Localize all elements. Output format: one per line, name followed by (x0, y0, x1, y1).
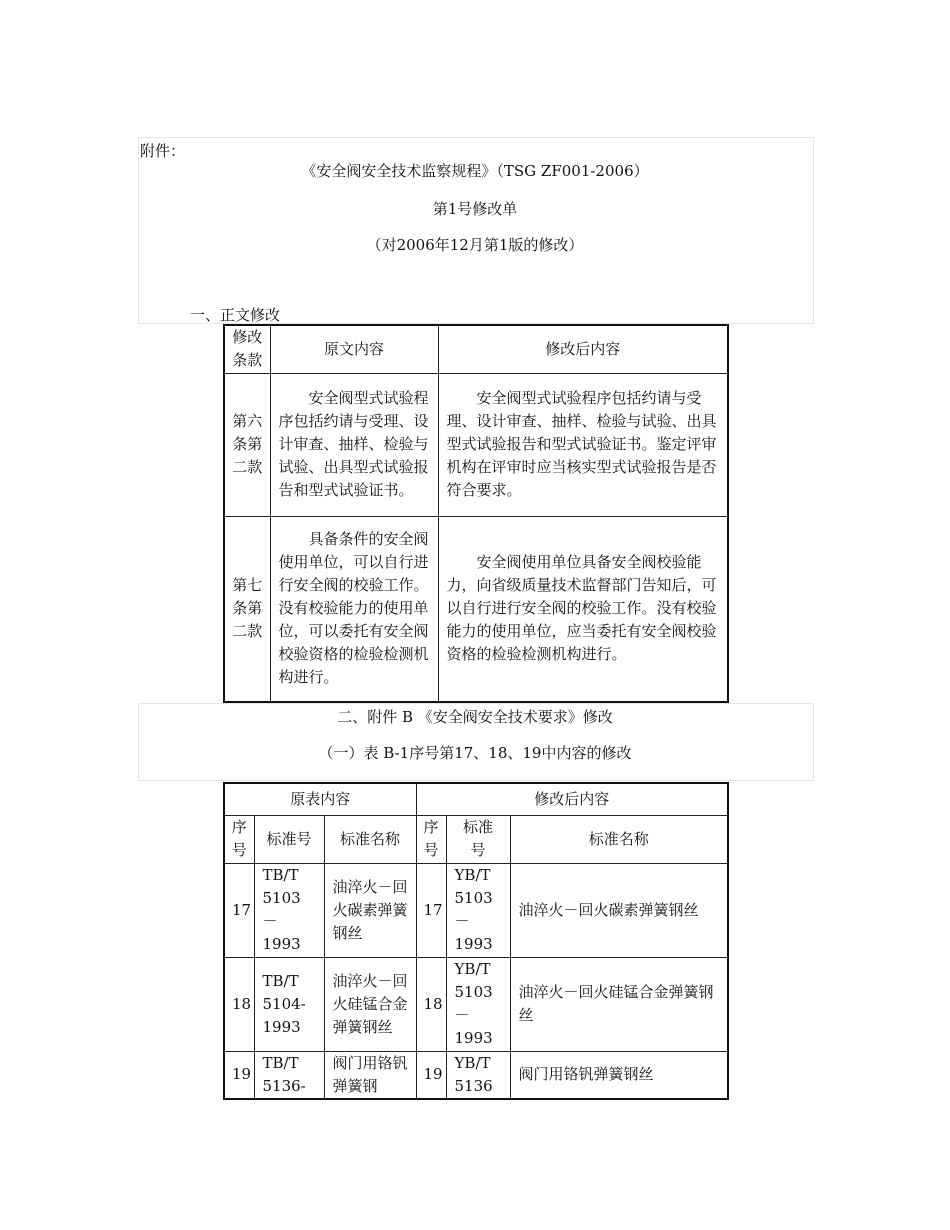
name-cell: 油淬火－回火碳素弹簧钢丝 (324, 863, 416, 957)
doc-subtitle: 第1号修改单 (432, 200, 518, 218)
name2-cell: 油淬火－回火碳素弹簧钢丝 (510, 863, 728, 957)
revised-cell: 安全阀使用单位具备安全阀校验能力，向省级质量技术监督部门告知后，可以自行进行安全阀的校验工作。没有校验能力的使用单位，应当委托有安全阀校验资格的检验检测机构进行。 (438, 516, 728, 702)
table-row (224, 957, 728, 1051)
table-row (224, 373, 728, 516)
group-revised: 修改后内容 (416, 783, 728, 815)
no-cell: 18 (224, 957, 254, 1051)
col-name: 标准名称 (324, 815, 416, 863)
std-cell: TB/T 5104-1993 (254, 957, 324, 1051)
no2-cell: 19 (416, 1051, 446, 1099)
std-cell: TB/T 5103－1993 (254, 863, 324, 957)
no2-cell: 18 (416, 957, 446, 1051)
section2-heading: 二、附件 B 《安全阀安全技术要求》修改 (337, 708, 613, 726)
table-row (224, 863, 728, 957)
col-no2: 序号 (416, 815, 446, 863)
no2-cell: 17 (416, 863, 446, 957)
standards-table (223, 782, 729, 1100)
std2-cell: YB/T 5136 (446, 1051, 510, 1099)
section2-subheading: （一）表 B-1序号第17、18、19中内容的修改 (318, 744, 632, 762)
doc-title: 《安全阀安全技术监察规程》（TSG ZF001-2006） (301, 162, 649, 180)
name-cell: 油淬火－回火硅锰合金弹簧钢丝 (324, 957, 416, 1051)
table-row (224, 1051, 728, 1099)
no-cell: 19 (224, 1051, 254, 1099)
table-row (224, 516, 728, 702)
col-original: 原文内容 (270, 325, 438, 373)
name-cell: 阀门用铬钒弹簧钢 (324, 1051, 416, 1099)
std2-cell: YB/T 5103－1993 (446, 863, 510, 957)
attachment-label: 附件： (140, 142, 186, 160)
original-cell: 具备条件的安全阀使用单位，可以自行进行安全阀的校验工作。没有校验能力的使用单位，可以委托有安全阀校验资格的检验检测机构进行。 (270, 516, 438, 702)
revision-table (223, 324, 729, 703)
clause-cell: 第七条第二款 (224, 516, 270, 702)
col-revised: 修改后内容 (438, 325, 728, 373)
column-header-row (224, 815, 728, 863)
name2-cell: 油淬火－回火硅锰合金弹簧钢丝 (510, 957, 728, 1051)
original-cell: 安全阀型式试验程序包括约请与受理、设计审查、抽样、检验与试验、出具型式试验报告和型式试验证书。 (270, 373, 438, 516)
group-original: 原表内容 (224, 783, 416, 815)
doc-note: （对2006年12月第1版的修改） (366, 236, 584, 254)
clause-cell: 第六条第二款 (224, 373, 270, 516)
section1-heading: 一、正文修改 (190, 306, 281, 324)
name2-cell: 阀门用铬钒弹簧钢丝 (510, 1051, 728, 1099)
table-header-row (224, 325, 728, 373)
col-std2: 标准号 (446, 815, 510, 863)
col-clause: 修改条款 (224, 325, 270, 373)
revised-cell: 安全阀型式试验程序包括约请与受理、设计审查、抽样、检验与试验、出具型式试验报告和型式试验证书。鉴定评审机构在评审时应当核实型式试验报告是否符合要求。 (438, 373, 728, 516)
no-cell: 17 (224, 863, 254, 957)
col-std: 标准号 (254, 815, 324, 863)
col-no: 序号 (224, 815, 254, 863)
group-header-row (224, 783, 728, 815)
col-name2: 标准名称 (510, 815, 728, 863)
std-cell: TB/T 5136- (254, 1051, 324, 1099)
std2-cell: YB/T 5103－1993 (446, 957, 510, 1051)
